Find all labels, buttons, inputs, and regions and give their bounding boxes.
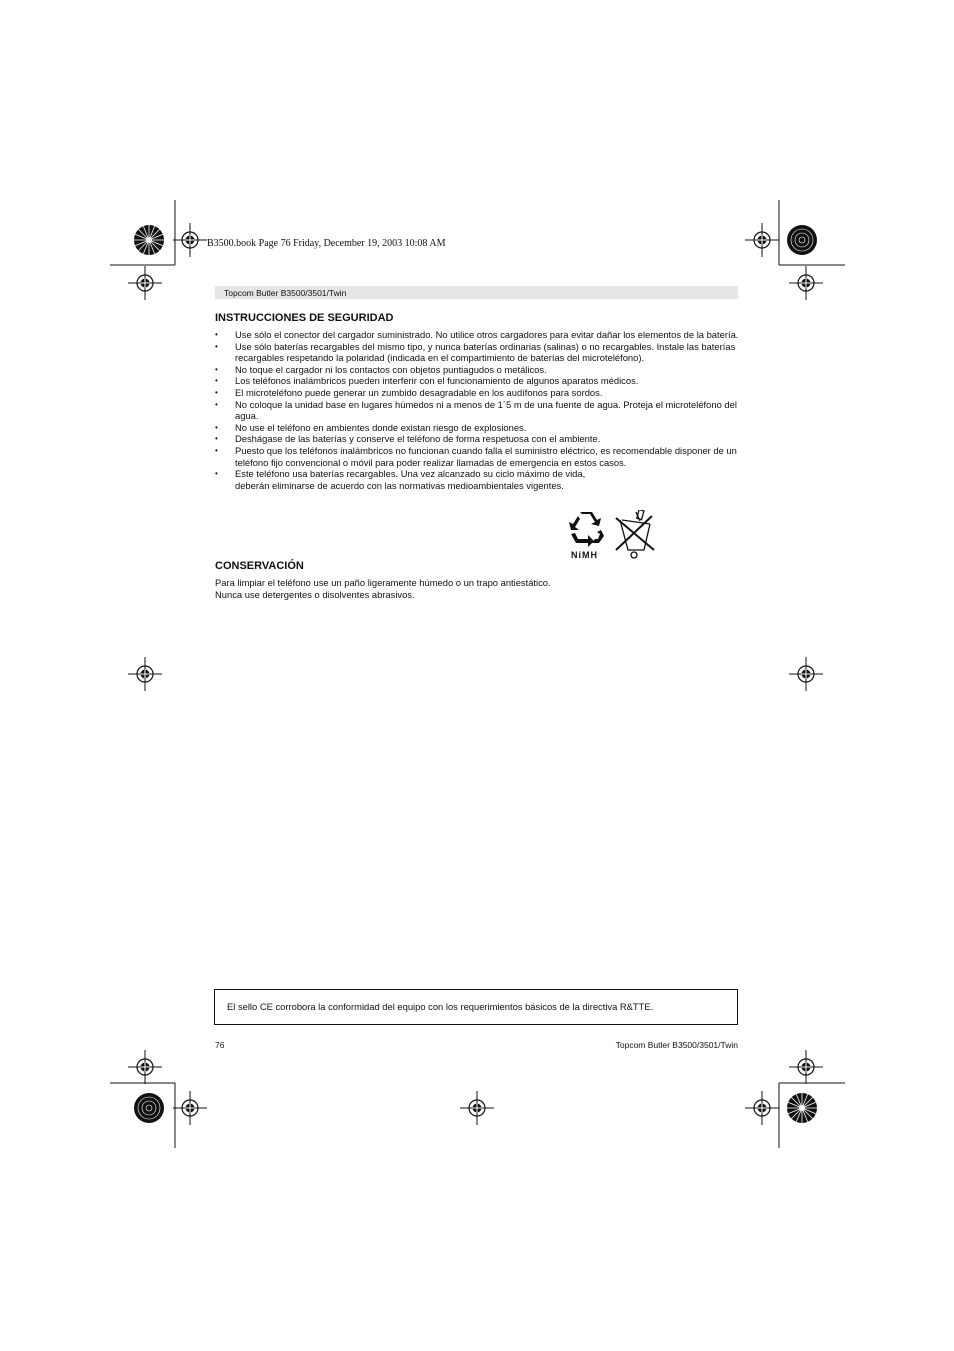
list-item: • Este teléfono usa baterías recargables. Una vez alcanzado su ciclo máximo de vida, deberán eliminarse de acuerdo con las normativas medioambientales vigentes.	[215, 468, 586, 491]
bullet: •	[215, 364, 218, 374]
safety-instructions-list	[215, 329, 740, 491]
list-item: • No use el teléfono en ambientes donde existan riesgo de explosiones.	[215, 421, 527, 433]
care-text	[215, 577, 740, 601]
crossed-out-bin-icon	[616, 510, 654, 558]
list-item: • Puesto que los teléfonos inalámbricos no funcionan cuando falla el suministro eléctrico, es recomendable disponer de un teléfono fijo convencional o móvil para poder realizar llamadas de emergencia en estos casos.	[215, 444, 737, 468]
nimh-label: NiMH	[571, 550, 598, 560]
bullet: •	[215, 434, 218, 444]
disposal-icons	[568, 510, 658, 567]
bullet: •	[215, 376, 218, 386]
care-line: Nunca use detergentes o disolventes abrasivos.	[215, 589, 415, 600]
bullet: •	[215, 422, 218, 432]
recycle-nimh-icon	[568, 510, 658, 562]
footer-title: Topcom Butler B3500/3501/Twin	[615, 1040, 738, 1050]
ce-notice-box	[214, 989, 738, 1025]
list-item: • No coloque la unidad base en lugares húmedos ni a menos de 1´5 m de una fuente de agua. Proteja el microteléfono del agua.	[215, 398, 737, 422]
bullet: •	[215, 445, 218, 455]
bullet: •	[215, 399, 218, 409]
list-item: • No toque el cargador ni los contactos con objetos puntiagudos o metálicos.	[215, 363, 547, 375]
bullet: •	[215, 469, 218, 479]
care-section-title: CONSERVACIÓN	[215, 560, 304, 572]
list-item: • Deshágase de las baterías y conserve el teléfono de forma respetuosa con el ambiente.	[215, 433, 601, 445]
list-item: • Use sólo baterías recargables del mismo tipo, y nunca baterías ordinarias (salinas) o no recargables. Instale las baterías recargables respetando la polaridad (indicada en el compartimiento de baterías del microteléfono).	[215, 340, 736, 364]
list-item: • Use sólo el conector del cargador suministrado. No utilice otros cargadores para evitar dañar los elementos de la batería.	[215, 329, 739, 340]
running-header-title: Topcom Butler B3500/3501/Twin	[224, 288, 347, 298]
ce-notice-text: El sello CE corrobora la conformidad del equipo con los requerimientos básicos de la directiva R&TTE.	[227, 1001, 654, 1012]
list-item: • Los teléfonos inalámbricos pueden interferir con el funcionamiento de algunos aparatos médicos.	[215, 375, 639, 387]
safety-section-title: INSTRUCCIONES DE SEGURIDAD	[215, 312, 394, 324]
bullet: •	[215, 330, 218, 339]
bullet: •	[215, 341, 218, 351]
list-item: • El microteléfono puede generar un zumbido desagradable en los audífonos para sordos.	[215, 386, 603, 398]
running-header	[215, 286, 738, 299]
bullet: •	[215, 387, 218, 397]
care-line: Para limpiar el teléfono use un paño ligeramente húmedo o un trapo antiestático.	[215, 577, 551, 588]
page-number: 76	[215, 1040, 225, 1050]
print-info-line: B3500.book Page 76 Friday, December 19, 2003 10:08 AM	[207, 238, 446, 249]
